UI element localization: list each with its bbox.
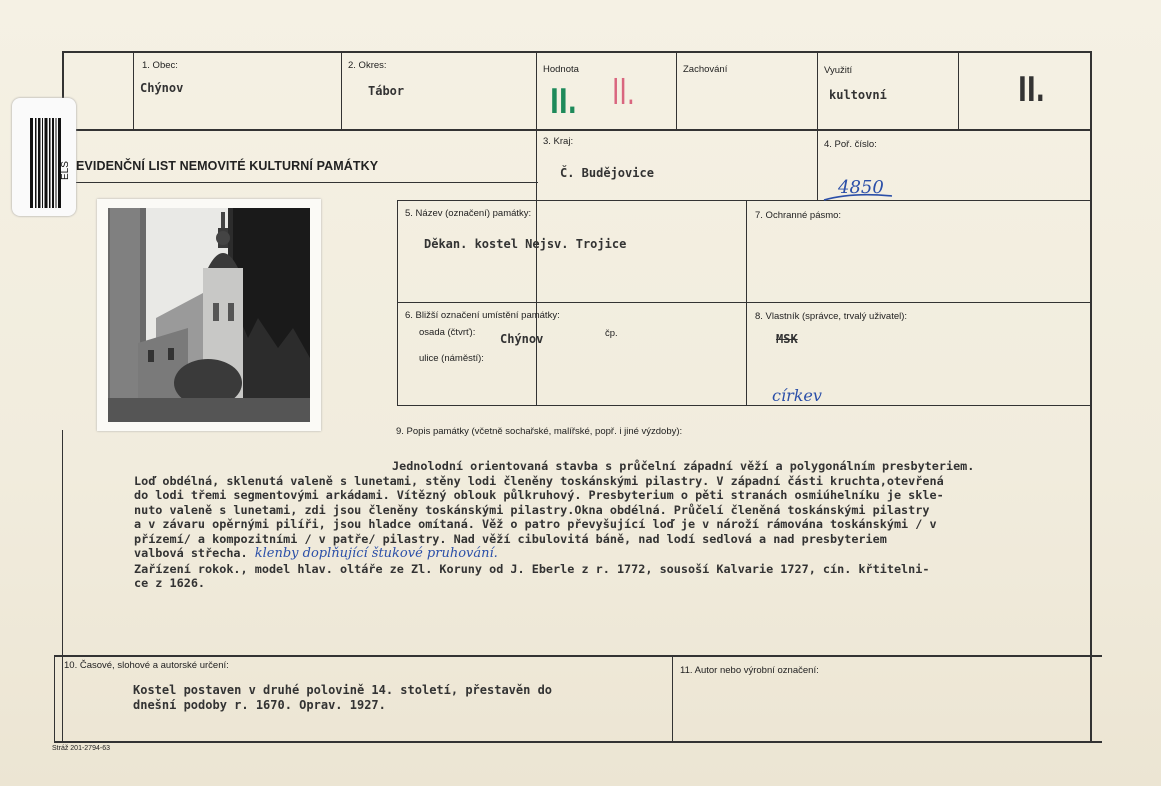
print-code: Stráž 201-2794-63 <box>52 745 110 752</box>
pasmo-label: 7. Ochranné pásmo: <box>755 210 842 221</box>
hodnota-green-mark: II. <box>550 82 577 122</box>
popis-handwritten: klenby doplňující štukové pruhování. <box>254 546 498 561</box>
popis-line: ce z 1626. <box>134 576 206 590</box>
vyuziti-mark: II. <box>1018 70 1045 110</box>
por-cislo-label: 4. Poř. číslo: <box>824 139 877 150</box>
nazev-value: Děkan. kostel Nejsv. Trojice <box>424 237 627 251</box>
frame-right-line <box>1090 51 1092 741</box>
form-title: EVIDENČNÍ LIST NEMOVITÉ KULTURNÍ PAMÁTKY <box>76 159 379 173</box>
hodnota-red-mark: II. <box>612 72 635 113</box>
row1-bottom-line <box>62 129 1092 131</box>
col-hodnota-divider <box>536 51 537 406</box>
vlastnik-hand-value: církev <box>772 386 822 405</box>
kraj-label: 3. Kraj: <box>543 136 574 147</box>
popis-line: a v závaru opěrnými pilíři, jsou hladce omítaná. Věž o patro převyšující loď je v nároží rámována toskánskými / v <box>134 517 937 531</box>
popis-line: Loď obdélná, sklenutá valeně s lunetami, stěny lodi členěny toskánskými pilastry. V západní části kruchta,otevřená <box>134 473 944 488</box>
col-autor-left <box>672 655 673 742</box>
okres-label: 2. Okres: <box>348 60 387 71</box>
urceni-label: 10. Časové, slohové a autorské určení: <box>64 660 229 671</box>
osada-value: Chýnov <box>500 332 544 346</box>
popis-line: do lodi třemi segmentovými arkádami. Vítězný oblouk půlkruhový. Presbyterium o pěti stranách osmiúhelníku je skle- <box>134 488 944 502</box>
popis-line: přízemí/ a kompozitními / v patře/ pilastry. Nad věží cibulovitá báně, nad lodí sedlová a nad presbyteriem <box>134 531 887 546</box>
blizsi-label: 6. Bližší označení umístění památky: <box>405 310 560 321</box>
popis-line-end: valbová střecha. <box>134 546 248 560</box>
row5-bottom-line <box>54 655 1102 657</box>
por-cislo-value: 4850 <box>838 177 884 198</box>
row3-bottom-line <box>397 302 1092 303</box>
col-zachovani-divider <box>676 51 677 130</box>
obec-value: Chýnov <box>140 81 184 95</box>
osada-label: osada (čtvrť): <box>419 327 476 338</box>
popis-line <box>134 546 1064 562</box>
zachovani-label: Zachování <box>683 64 728 75</box>
obec-label: 1. Obec: <box>142 60 178 71</box>
row2-bottom-line <box>397 200 1092 201</box>
popis-line: Jednolodní orientovaná stavba s průčelní západní věží a polygonálním presbyteriem. <box>392 459 975 473</box>
col-obec-divider <box>133 51 134 130</box>
barcode-text: ELS <box>60 161 71 180</box>
row4-bottom-line <box>397 405 1092 406</box>
cp-label: čp. <box>605 328 618 339</box>
vyuziti-label: Využití <box>824 65 853 76</box>
okres-value: Tábor <box>368 84 405 98</box>
church-photo <box>108 208 310 422</box>
popis-text <box>134 459 1064 591</box>
popis-line: Zařízení rokok., model hlav. oltáře ze Zl. Koruny od J. Eberle z r. 1772, sousoší Kalvarie 1727, cín. křtitelni- <box>134 561 930 576</box>
title-bottom-line <box>62 182 538 183</box>
col-mark-divider <box>958 51 959 130</box>
photo-frame <box>97 199 321 431</box>
frame-top-line <box>62 51 1092 53</box>
frame-bottom-line <box>54 741 1102 743</box>
popis-label: 9. Popis památky (včetně sochařské, malířské, popř. i jiné výzdoby): <box>396 426 683 437</box>
vlastnik-struck-value: MSK <box>776 332 798 346</box>
row5-left-line <box>54 655 55 742</box>
urceni-line-1: Kostel postaven v druhé polovině 14. století, přestavěn do <box>133 683 553 697</box>
autor-label: 11. Autor nebo výrobní označení: <box>680 665 819 676</box>
popis-left-line <box>62 430 63 742</box>
vyuziti-value: kultovní <box>829 88 887 102</box>
vlastnik-label: 8. Vlastník (správce, trvalý uživatel): <box>755 311 908 322</box>
urceni-line-2: dnešní podoby r. 1670. Oprav. 1927. <box>133 698 386 712</box>
barcode-icon <box>12 98 76 216</box>
kraj-value: Č. Budějovice <box>560 166 654 180</box>
nazev-label: 5. Název (označení) památky: <box>405 208 532 219</box>
popis-line: nuto valeně s lunetami, zdi jsou členěny toskánskými pilastry.Okna obdélná. Průčelí členěná toskánskými pilastry <box>134 502 930 517</box>
hodnota-label: Hodnota <box>543 64 579 75</box>
barcode-sticker <box>12 98 76 216</box>
ulice-label: ulice (náměstí): <box>419 353 484 364</box>
col-vyuziti-divider <box>817 51 818 201</box>
por-cislo-underline <box>822 190 902 204</box>
col-okres-divider <box>341 51 342 130</box>
